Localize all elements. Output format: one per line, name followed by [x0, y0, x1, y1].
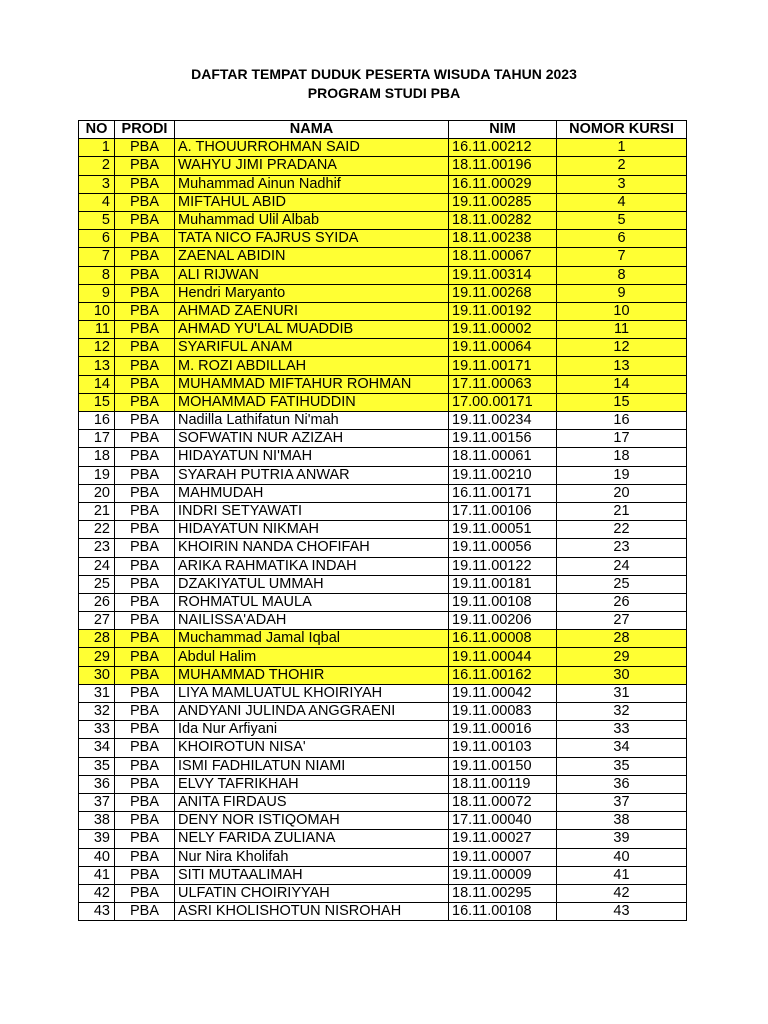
cell-prodi: PBA: [115, 830, 175, 848]
cell-nama: WAHYU JIMI PRADANA: [175, 157, 449, 175]
table-row: [79, 812, 687, 830]
cell-prodi: PBA: [115, 230, 175, 248]
table-row: [79, 739, 687, 757]
cell-nim: 19.11.00192: [449, 302, 557, 320]
cell-prodi: PBA: [115, 157, 175, 175]
table-row: [79, 721, 687, 739]
cell-nama: Muchammad Jamal Iqbal: [175, 630, 449, 648]
cell-prodi: PBA: [115, 430, 175, 448]
column-header-nomor-kursi: NOMOR KURSI: [557, 121, 687, 139]
table-row: [79, 848, 687, 866]
cell-no: 40: [79, 848, 115, 866]
cell-prodi: PBA: [115, 175, 175, 193]
column-header-nim: NIM: [449, 121, 557, 139]
cell-kursi: 9: [557, 284, 687, 302]
cell-nama: KHOIRIN NANDA CHOFIFAH: [175, 539, 449, 557]
cell-no: 25: [79, 575, 115, 593]
table-row: [79, 357, 687, 375]
cell-kursi: 15: [557, 393, 687, 411]
cell-nama: MUHAMMAD MIFTAHUR ROHMAN: [175, 375, 449, 393]
cell-nama: M. ROZI ABDILLAH: [175, 357, 449, 375]
cell-kursi: 34: [557, 739, 687, 757]
cell-nama: SYARAH PUTRIA ANWAR: [175, 466, 449, 484]
cell-kursi: 22: [557, 521, 687, 539]
cell-nim: 19.11.00007: [449, 848, 557, 866]
cell-nim: 19.11.00156: [449, 430, 557, 448]
cell-nim: 17.11.00106: [449, 502, 557, 520]
cell-nama: AHMAD YU'LAL MUADDIB: [175, 321, 449, 339]
cell-no: 35: [79, 757, 115, 775]
cell-prodi: PBA: [115, 866, 175, 884]
cell-no: 3: [79, 175, 115, 193]
cell-kursi: 4: [557, 193, 687, 211]
cell-kursi: 36: [557, 775, 687, 793]
table-row: [79, 339, 687, 357]
cell-prodi: PBA: [115, 466, 175, 484]
cell-kursi: 17: [557, 430, 687, 448]
cell-no: 6: [79, 230, 115, 248]
cell-kursi: 28: [557, 630, 687, 648]
cell-nama: A. THOUURROHMAN SAID: [175, 139, 449, 157]
cell-no: 22: [79, 521, 115, 539]
table-row: [79, 884, 687, 902]
cell-nim: 18.11.00282: [449, 211, 557, 229]
column-header-no: NO: [79, 121, 115, 139]
cell-nama: SITI MUTAALIMAH: [175, 866, 449, 884]
cell-nim: 17.11.00040: [449, 812, 557, 830]
cell-kursi: 39: [557, 830, 687, 848]
cell-kursi: 8: [557, 266, 687, 284]
cell-nim: 19.11.00285: [449, 193, 557, 211]
cell-nama: ISMI FADHILATUN NIAMI: [175, 757, 449, 775]
column-header-prodi: PRODI: [115, 121, 175, 139]
cell-nim: 18.11.00196: [449, 157, 557, 175]
table-row: [79, 557, 687, 575]
cell-kursi: 7: [557, 248, 687, 266]
cell-no: 5: [79, 211, 115, 229]
cell-prodi: PBA: [115, 884, 175, 902]
cell-prodi: PBA: [115, 539, 175, 557]
cell-kursi: 1: [557, 139, 687, 157]
cell-nama: Ida Nur Arfiyani: [175, 721, 449, 739]
cell-no: 41: [79, 866, 115, 884]
table-row: [79, 175, 687, 193]
document-subtitle: PROGRAM STUDI PBA: [307, 85, 461, 101]
cell-nim: 16.11.00029: [449, 175, 557, 193]
cell-nama: HIDAYATUN NI'MAH: [175, 448, 449, 466]
cell-prodi: PBA: [115, 775, 175, 793]
cell-nama: ULFATIN CHOIRIYYAH: [175, 884, 449, 902]
cell-nama: HIDAYATUN NIKMAH: [175, 521, 449, 539]
table-row: [79, 793, 687, 811]
cell-kursi: 29: [557, 648, 687, 666]
cell-nama: AHMAD ZAENURI: [175, 302, 449, 320]
cell-nama: MOHAMMAD FATIHUDDIN: [175, 393, 449, 411]
cell-prodi: PBA: [115, 612, 175, 630]
cell-nama: NAILISSA'ADAH: [175, 612, 449, 630]
cell-kursi: 32: [557, 703, 687, 721]
table-row: [79, 375, 687, 393]
cell-prodi: PBA: [115, 848, 175, 866]
cell-kursi: 13: [557, 357, 687, 375]
cell-kursi: 20: [557, 484, 687, 502]
cell-kursi: 18: [557, 448, 687, 466]
table-row: [79, 393, 687, 411]
table-row: [79, 412, 687, 430]
cell-nim: 19.11.00044: [449, 648, 557, 666]
cell-prodi: PBA: [115, 375, 175, 393]
cell-no: 4: [79, 193, 115, 211]
cell-nama: ALI RIJWAN: [175, 266, 449, 284]
cell-prodi: PBA: [115, 703, 175, 721]
cell-no: 12: [79, 339, 115, 357]
cell-no: 15: [79, 393, 115, 411]
cell-nim: 17.00.00171: [449, 393, 557, 411]
cell-kursi: 43: [557, 903, 687, 921]
cell-nim: 19.11.00064: [449, 339, 557, 357]
cell-no: 32: [79, 703, 115, 721]
cell-prodi: PBA: [115, 302, 175, 320]
cell-nama: ASRI KHOLISHOTUN NISROHAH: [175, 903, 449, 921]
cell-kursi: 6: [557, 230, 687, 248]
table-row: [79, 775, 687, 793]
cell-kursi: 3: [557, 175, 687, 193]
cell-no: 38: [79, 812, 115, 830]
cell-kursi: 33: [557, 721, 687, 739]
table-row: [79, 193, 687, 211]
seating-table: [78, 120, 687, 921]
table-body: [79, 139, 687, 921]
cell-no: 13: [79, 357, 115, 375]
cell-kursi: 19: [557, 466, 687, 484]
cell-nama: ELVY TAFRIKHAH: [175, 775, 449, 793]
cell-nim: 18.11.00238: [449, 230, 557, 248]
cell-nama: MUHAMMAD THOHIR: [175, 666, 449, 684]
cell-no: 7: [79, 248, 115, 266]
cell-no: 34: [79, 739, 115, 757]
document-title: DAFTAR TEMPAT DUDUK PESERTA WISUDA TAHUN 2023: [191, 66, 577, 82]
cell-kursi: 25: [557, 575, 687, 593]
cell-kursi: 40: [557, 848, 687, 866]
cell-kursi: 30: [557, 666, 687, 684]
cell-nama: SOFWATIN NUR AZIZAH: [175, 430, 449, 448]
cell-kursi: 35: [557, 757, 687, 775]
cell-nim: 18.11.00119: [449, 775, 557, 793]
cell-nim: 19.11.00150: [449, 757, 557, 775]
cell-nama: ROHMATUL MAULA: [175, 593, 449, 611]
cell-no: 29: [79, 648, 115, 666]
cell-no: 37: [79, 793, 115, 811]
cell-prodi: PBA: [115, 412, 175, 430]
cell-no: 11: [79, 321, 115, 339]
cell-nim: 19.11.00103: [449, 739, 557, 757]
cell-prodi: PBA: [115, 521, 175, 539]
cell-nama: Nur Nira Kholifah: [175, 848, 449, 866]
table-row: [79, 757, 687, 775]
cell-no: 14: [79, 375, 115, 393]
cell-kursi: 37: [557, 793, 687, 811]
cell-prodi: PBA: [115, 648, 175, 666]
cell-nim: 18.11.00067: [449, 248, 557, 266]
table-row: [79, 666, 687, 684]
cell-kursi: 11: [557, 321, 687, 339]
cell-nim: 19.11.00083: [449, 703, 557, 721]
cell-no: 26: [79, 593, 115, 611]
table-row: [79, 703, 687, 721]
cell-nim: 18.11.00072: [449, 793, 557, 811]
cell-prodi: PBA: [115, 266, 175, 284]
cell-kursi: 24: [557, 557, 687, 575]
cell-no: 23: [79, 539, 115, 557]
table-row: [79, 502, 687, 520]
cell-kursi: 2: [557, 157, 687, 175]
table-row: [79, 466, 687, 484]
table-row: [79, 284, 687, 302]
cell-no: 2: [79, 157, 115, 175]
cell-prodi: PBA: [115, 721, 175, 739]
cell-nim: 19.11.00027: [449, 830, 557, 848]
table-row: [79, 230, 687, 248]
table-row: [79, 211, 687, 229]
cell-no: 10: [79, 302, 115, 320]
cell-kursi: 31: [557, 684, 687, 702]
cell-kursi: 5: [557, 211, 687, 229]
cell-nama: Nadilla Lathifatun Ni'mah: [175, 412, 449, 430]
table-row: [79, 266, 687, 284]
cell-prodi: PBA: [115, 484, 175, 502]
cell-kursi: 12: [557, 339, 687, 357]
cell-prodi: PBA: [115, 812, 175, 830]
cell-no: 33: [79, 721, 115, 739]
table-row: [79, 139, 687, 157]
cell-kursi: 26: [557, 593, 687, 611]
cell-no: 28: [79, 630, 115, 648]
cell-nama: ANITA FIRDAUS: [175, 793, 449, 811]
cell-prodi: PBA: [115, 321, 175, 339]
cell-nim: 19.11.00206: [449, 612, 557, 630]
cell-nim: 18.11.00061: [449, 448, 557, 466]
cell-no: 43: [79, 903, 115, 921]
cell-prodi: PBA: [115, 211, 175, 229]
cell-nim: 16.11.00212: [449, 139, 557, 157]
cell-prodi: PBA: [115, 793, 175, 811]
cell-kursi: 10: [557, 302, 687, 320]
cell-no: 1: [79, 139, 115, 157]
cell-nim: 16.11.00162: [449, 666, 557, 684]
cell-nama: SYARIFUL ANAM: [175, 339, 449, 357]
cell-no: 24: [79, 557, 115, 575]
cell-prodi: PBA: [115, 248, 175, 266]
cell-prodi: PBA: [115, 903, 175, 921]
table-row: [79, 648, 687, 666]
cell-prodi: PBA: [115, 684, 175, 702]
cell-no: 39: [79, 830, 115, 848]
cell-kursi: 27: [557, 612, 687, 630]
table-row: [79, 321, 687, 339]
cell-nama: KHOIROTUN NISA': [175, 739, 449, 757]
cell-kursi: 14: [557, 375, 687, 393]
cell-prodi: PBA: [115, 502, 175, 520]
cell-no: 36: [79, 775, 115, 793]
cell-no: 42: [79, 884, 115, 902]
cell-kursi: 23: [557, 539, 687, 557]
table-row: [79, 684, 687, 702]
cell-prodi: PBA: [115, 666, 175, 684]
cell-nama: NELY FARIDA ZULIANA: [175, 830, 449, 848]
table-row: [79, 430, 687, 448]
cell-no: 9: [79, 284, 115, 302]
cell-prodi: PBA: [115, 593, 175, 611]
cell-nim: 19.11.00210: [449, 466, 557, 484]
table-row: [79, 539, 687, 557]
cell-nim: 19.11.00171: [449, 357, 557, 375]
cell-nama: ARIKA RAHMATIKA INDAH: [175, 557, 449, 575]
cell-no: 8: [79, 266, 115, 284]
cell-kursi: 41: [557, 866, 687, 884]
cell-nama: INDRI SETYAWATI: [175, 502, 449, 520]
table-row: [79, 612, 687, 630]
cell-prodi: PBA: [115, 575, 175, 593]
column-header-nama: NAMA: [175, 121, 449, 139]
cell-nim: 19.11.00016: [449, 721, 557, 739]
cell-prodi: PBA: [115, 193, 175, 211]
table-row: [79, 575, 687, 593]
table-row: [79, 302, 687, 320]
cell-nama: ZAENAL ABIDIN: [175, 248, 449, 266]
cell-nim: 19.11.00042: [449, 684, 557, 702]
cell-prodi: PBA: [115, 284, 175, 302]
table-row: [79, 448, 687, 466]
cell-nim: 16.11.00171: [449, 484, 557, 502]
cell-nama: DENY NOR ISTIQOMAH: [175, 812, 449, 830]
cell-no: 27: [79, 612, 115, 630]
cell-prodi: PBA: [115, 357, 175, 375]
cell-prodi: PBA: [115, 557, 175, 575]
cell-nim: 19.11.00009: [449, 866, 557, 884]
cell-kursi: 16: [557, 412, 687, 430]
table-row: [79, 630, 687, 648]
cell-nama: Abdul Halim: [175, 648, 449, 666]
table-row: [79, 593, 687, 611]
cell-no: 16: [79, 412, 115, 430]
cell-nim: 19.11.00314: [449, 266, 557, 284]
cell-no: 30: [79, 666, 115, 684]
cell-prodi: PBA: [115, 139, 175, 157]
cell-kursi: 38: [557, 812, 687, 830]
table-row: [79, 484, 687, 502]
cell-nim: 19.11.00056: [449, 539, 557, 557]
cell-no: 21: [79, 502, 115, 520]
cell-nama: MAHMUDAH: [175, 484, 449, 502]
cell-nim: 19.11.00181: [449, 575, 557, 593]
cell-no: 19: [79, 466, 115, 484]
cell-nama: Muhammad Ainun Nadhif: [175, 175, 449, 193]
cell-prodi: PBA: [115, 339, 175, 357]
cell-no: 20: [79, 484, 115, 502]
cell-prodi: PBA: [115, 757, 175, 775]
cell-nim: 19.11.00122: [449, 557, 557, 575]
cell-nim: 19.11.00002: [449, 321, 557, 339]
cell-nama: DZAKIYATUL UMMAH: [175, 575, 449, 593]
cell-nim: 18.11.00295: [449, 884, 557, 902]
cell-prodi: PBA: [115, 393, 175, 411]
cell-nama: TATA NICO FAJRUS SYIDA: [175, 230, 449, 248]
cell-nama: Muhammad Ulil Albab: [175, 211, 449, 229]
cell-nim: 16.11.00108: [449, 903, 557, 921]
cell-nama: LIYA MAMLUATUL KHOIRIYAH: [175, 684, 449, 702]
cell-kursi: 42: [557, 884, 687, 902]
cell-no: 17: [79, 430, 115, 448]
cell-kursi: 21: [557, 502, 687, 520]
table-row: [79, 866, 687, 884]
table-row: [79, 903, 687, 921]
table-row: [79, 830, 687, 848]
cell-prodi: PBA: [115, 448, 175, 466]
cell-nim: 17.11.00063: [449, 375, 557, 393]
table-row: [79, 157, 687, 175]
cell-nim: 16.11.00008: [449, 630, 557, 648]
cell-no: 18: [79, 448, 115, 466]
cell-nim: 19.11.00268: [449, 284, 557, 302]
cell-nim: 19.11.00051: [449, 521, 557, 539]
cell-nama: ANDYANI JULINDA ANGGRAENI: [175, 703, 449, 721]
cell-prodi: PBA: [115, 630, 175, 648]
cell-nama: Hendri Maryanto: [175, 284, 449, 302]
cell-nim: 19.11.00234: [449, 412, 557, 430]
header-row: [79, 121, 687, 139]
table-row: [79, 248, 687, 266]
cell-nim: 19.11.00108: [449, 593, 557, 611]
cell-prodi: PBA: [115, 739, 175, 757]
cell-nama: MIFTAHUL ABID: [175, 193, 449, 211]
cell-no: 31: [79, 684, 115, 702]
table-row: [79, 521, 687, 539]
